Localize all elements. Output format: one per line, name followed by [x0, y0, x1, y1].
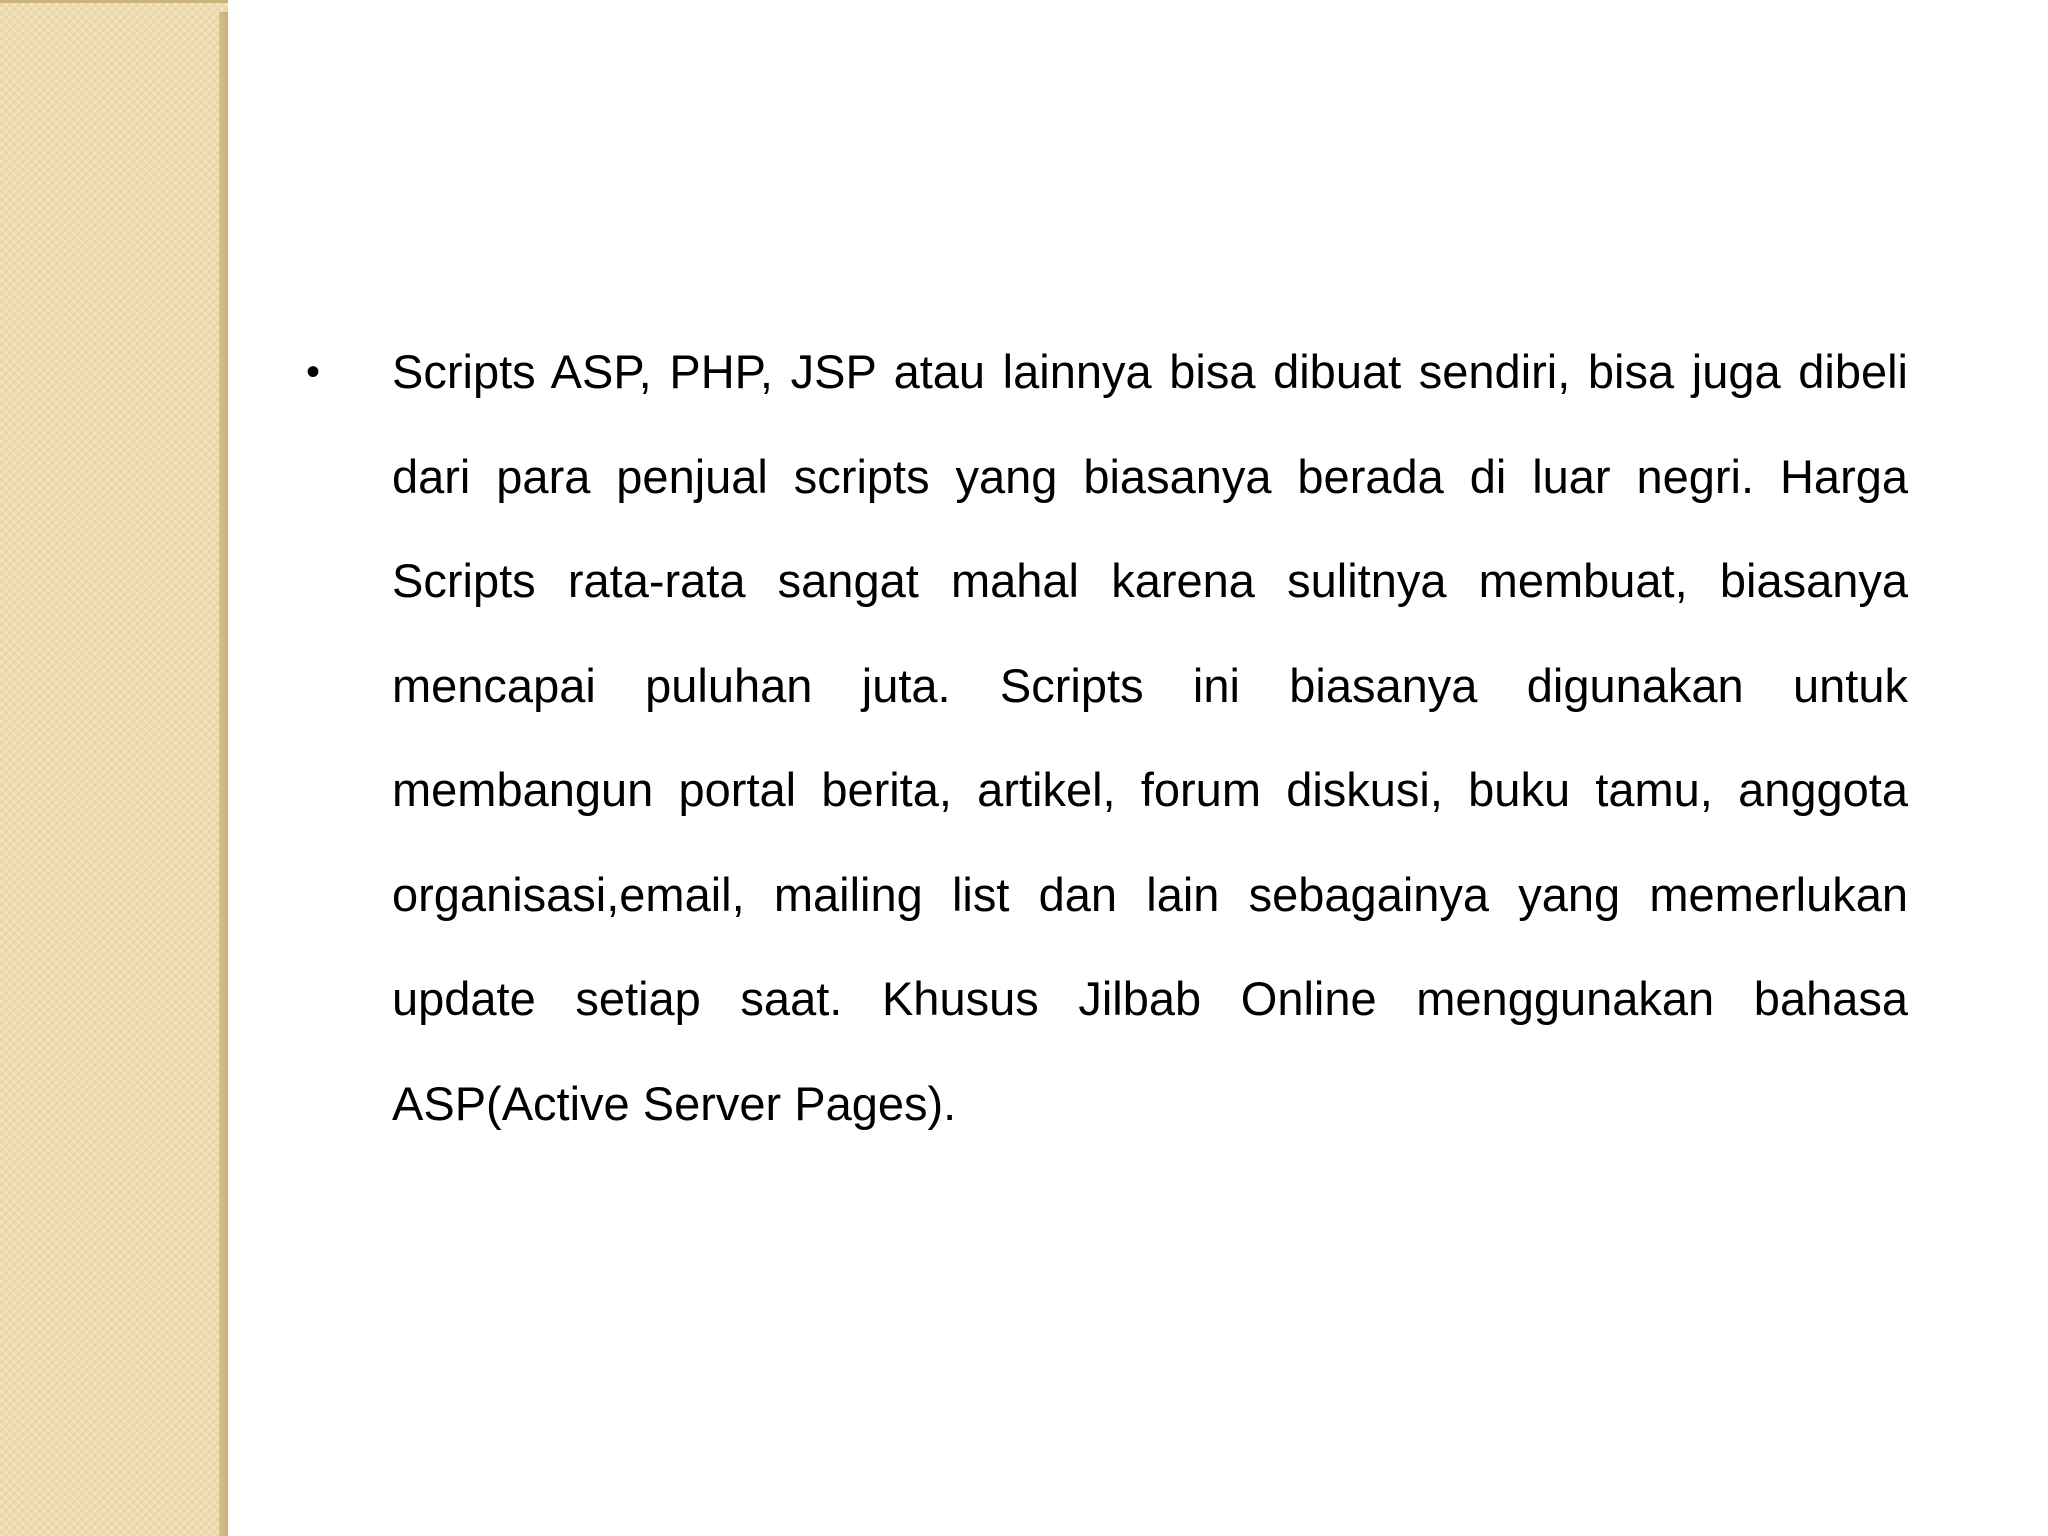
bullet-point-icon: •	[306, 350, 321, 394]
side-band-shadow-edge	[219, 12, 228, 1536]
slide-content	[306, 320, 1908, 1156]
side-band-top-edge	[0, 0, 228, 3]
bullet-list-item	[306, 320, 1908, 1156]
decorative-side-band	[0, 0, 228, 1536]
bullet-paragraph: Scripts ASP, PHP, JSP atau lainnya bisa dibuat sendiri, bisa juga dibeli dari para penjual scripts yang biasanya berada di luar negri. Harga Scripts rata-rata sangat mahal karena sulitnya membuat, biasanya mencapai puluhan juta. Scripts ini biasanya digunakan untuk membangun portal berita, artikel, forum diskusi, buku tamu, anggota organisasi,email, mailing list dan lain sebagainya yang memerlukan update setiap saat. Khusus Jilbab Online menggunakan bahasa ASP(Active Server Pages).	[392, 345, 1908, 1130]
